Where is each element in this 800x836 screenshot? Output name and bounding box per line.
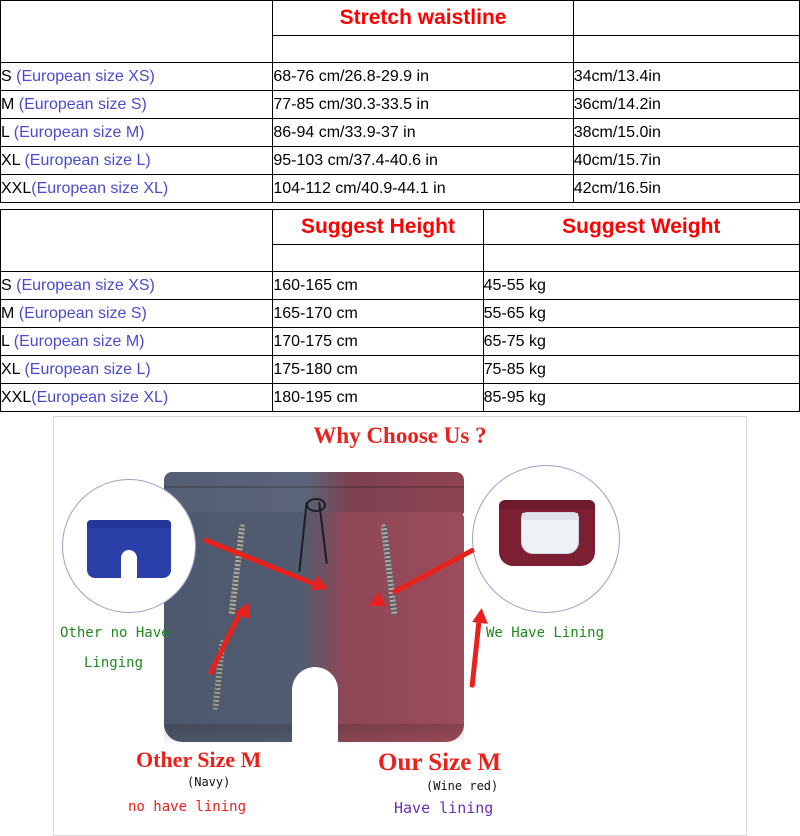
table-header-row — [1, 1, 800, 36]
size-eu: (European size S) — [18, 95, 147, 113]
weight-cell: 55-65 kg — [483, 300, 799, 328]
height-cell: 160-165 cm — [273, 272, 483, 300]
size-cell — [1, 356, 273, 384]
subheader-flat-unit: cm/in — [573, 36, 799, 63]
column-header-size: Size — [1, 1, 273, 63]
label-other-size-color: (Navy) — [187, 775, 231, 789]
height-cell: 170-175 cm — [273, 328, 483, 356]
size-code: L — [1, 123, 10, 141]
drawcord-knot — [306, 498, 326, 512]
promo-title: Why Choose Us ? — [313, 423, 487, 448]
weight-cell: 75-85 kg — [483, 356, 799, 384]
flat-cell: 38cm/15.0in — [573, 119, 799, 147]
why-choose-us-panel — [53, 416, 747, 836]
arrow-head — [472, 607, 489, 624]
table-row — [1, 272, 800, 300]
size-code: XXL — [1, 179, 32, 197]
size-eu: (European size XS) — [16, 67, 155, 85]
size-cell — [1, 384, 273, 412]
label-other-size-m: Other Size M — [136, 747, 262, 772]
size-eu: (European size XS) — [16, 276, 155, 294]
flat-cell: 42cm/16.5in — [573, 175, 799, 203]
label-our-size-m: Our Size M — [378, 749, 502, 776]
size-code: L — [1, 332, 10, 350]
size-code: S — [1, 67, 12, 85]
weight-cell: 65-75 kg — [483, 328, 799, 356]
subheader-height-unit: cm — [273, 245, 483, 272]
table-row — [1, 91, 800, 119]
size-code: S — [1, 276, 12, 294]
size-eu: (European size L) — [24, 360, 151, 378]
size-eu: (European size XL) — [31, 388, 169, 406]
stretch-cell: 95-103 cm/37.4-40.6 in — [273, 147, 573, 175]
suggest-height-weight-table — [0, 209, 800, 412]
flat-cell: 36cm/14.2in — [573, 91, 799, 119]
label-other-size-note: no have lining — [128, 799, 247, 815]
size-cell — [1, 328, 273, 356]
height-cell: 175-180 cm — [273, 356, 483, 384]
size-cell — [1, 147, 273, 175]
table-row — [1, 147, 800, 175]
label-other-no-have-lining-line1: Other no Have — [60, 625, 170, 641]
flat-cell: 34cm/13.4in — [573, 63, 799, 91]
table-row — [1, 384, 800, 412]
hem-right — [336, 724, 464, 746]
size-code: XXL — [1, 388, 32, 406]
height-cell: 180-195 cm — [273, 384, 483, 412]
column-header-stretch-waistline: Stretch waistline — [273, 1, 573, 36]
size-code: XL — [1, 360, 20, 378]
column-header-suggest-height: Suggest Height — [273, 210, 483, 245]
size-cell — [1, 63, 273, 91]
label-other-no-have-lining-line2: Linging — [84, 655, 144, 671]
column-header-flat-measure: flat measure — [573, 1, 799, 36]
stretch-cell: 77-85 cm/30.3-33.5 in — [273, 91, 573, 119]
size-cell — [1, 300, 273, 328]
size-code: M — [1, 95, 15, 113]
weight-cell: 45-55 kg — [483, 272, 799, 300]
size-cell — [1, 91, 273, 119]
label-we-have-lining: We Have Lining — [486, 625, 605, 641]
callout-circle-no-lining — [62, 479, 196, 613]
hem-left — [164, 724, 296, 746]
crotch-gap — [292, 667, 338, 752]
table-row — [1, 119, 800, 147]
flat-cell: 40cm/15.7in — [573, 147, 799, 175]
label-our-size-color: (Wine red) — [426, 779, 499, 793]
inner-lining-thumbnail — [521, 512, 579, 554]
subheader-stretch-unit: cm/in — [273, 36, 573, 63]
arrow-line — [470, 618, 482, 688]
size-eu: (European size XL) — [31, 179, 169, 197]
size-cell — [1, 119, 273, 147]
label-our-size-note: Have lining — [394, 799, 494, 817]
table-row — [1, 63, 800, 91]
stretch-cell: 104-112 cm/40.9-44.1 in — [273, 175, 573, 203]
weight-cell: 85-95 kg — [483, 384, 799, 412]
size-cell — [1, 272, 273, 300]
subheader-weight-unit: KG — [483, 245, 799, 272]
stretch-cell: 68-76 cm/26.8-29.9 in — [273, 63, 573, 91]
column-header-suggest-weight: Suggest Weight — [483, 210, 799, 245]
size-code: XL — [1, 151, 20, 169]
callout-circle-has-lining — [472, 465, 620, 613]
size-code: M — [1, 304, 15, 322]
column-header-size: Size — [1, 210, 273, 272]
stretch-cell: 86-94 cm/33.9-37 in — [273, 119, 573, 147]
table-row — [1, 175, 800, 203]
table-header-row — [1, 210, 800, 245]
table-row — [1, 328, 800, 356]
table-row — [1, 300, 800, 328]
size-eu: (European size M) — [13, 332, 145, 350]
table-row — [1, 356, 800, 384]
size-cell — [1, 175, 273, 203]
height-cell: 165-170 cm — [273, 300, 483, 328]
navy-shorts-thumbnail — [87, 520, 171, 578]
size-eu: (European size L) — [24, 151, 151, 169]
size-eu: (European size S) — [18, 304, 147, 322]
size-eu: (European size M) — [13, 123, 145, 141]
stretch-waistline-table — [0, 0, 800, 203]
